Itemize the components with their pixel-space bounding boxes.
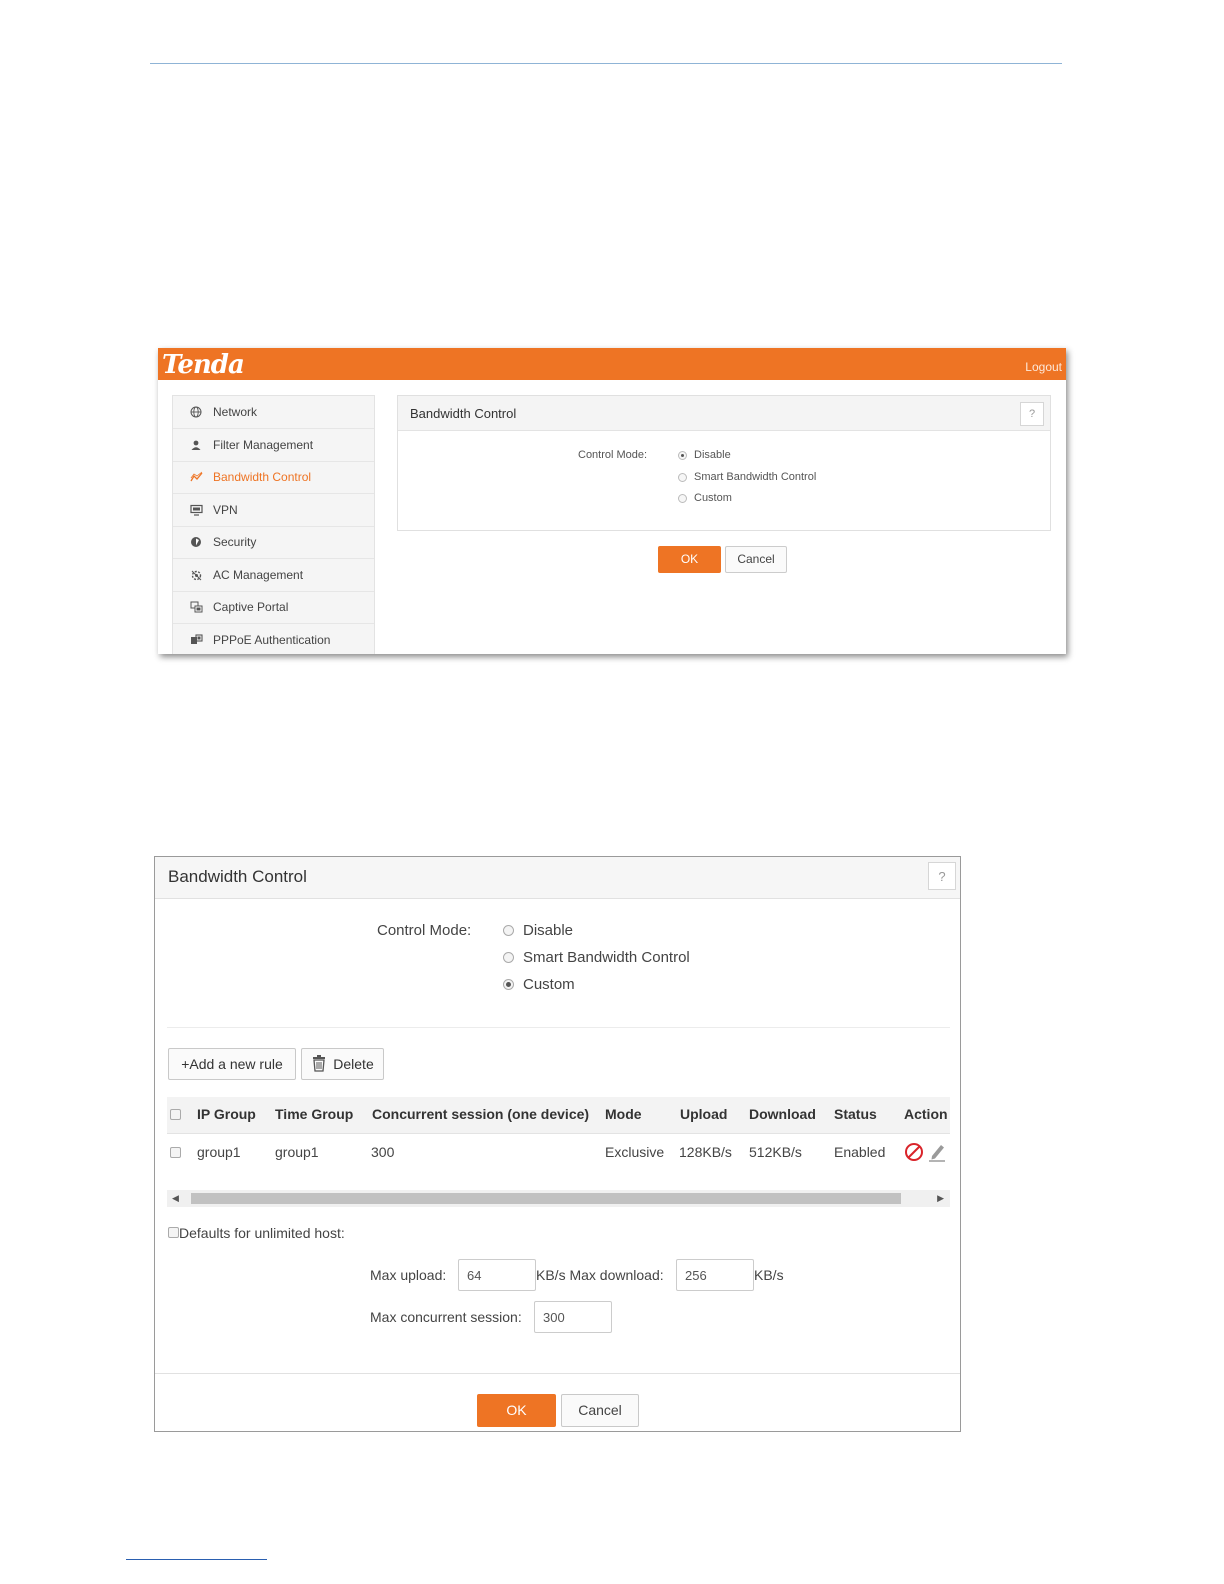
header-rule <box>150 63 1062 64</box>
panel-title: Bandwidth Control <box>410 406 517 421</box>
radio-label: Disable <box>694 449 731 461</box>
table-header <box>167 1097 950 1134</box>
globe-icon <box>189 405 203 419</box>
sidebar-item-bandwidth-control[interactable] <box>173 461 374 494</box>
control-mode-label: Control Mode: <box>578 449 648 461</box>
sidebar-item-label: Filter Management <box>213 438 314 452</box>
row-checkbox[interactable] <box>170 1147 181 1158</box>
sidebar-item-ac-management[interactable] <box>173 559 374 592</box>
help-button[interactable]: ? <box>928 862 956 890</box>
wifi-gear-icon <box>189 568 203 582</box>
cancel-button[interactable]: Cancel <box>725 546 787 573</box>
scroll-right-icon[interactable]: ▶ <box>937 1193 944 1203</box>
radio-unchecked-icon <box>503 925 514 936</box>
unit-label: KB/s <box>754 1267 784 1283</box>
sidebar-item-label: AC Management <box>213 568 304 582</box>
bandwidth-icon <box>189 470 203 484</box>
monitor-icon <box>189 503 203 517</box>
radio-custom[interactable] <box>678 492 732 504</box>
help-button[interactable]: ? <box>1020 402 1044 426</box>
max-session-label: Max concurrent session: <box>370 1309 522 1325</box>
column-header: IP Group <box>197 1106 256 1122</box>
delete-button[interactable] <box>301 1048 384 1080</box>
cell-status: Enabled <box>834 1144 886 1160</box>
horizontal-scrollbar[interactable] <box>167 1190 950 1207</box>
portal-icon <box>189 600 203 614</box>
radio-label: Smart Bandwidth Control <box>523 949 690 966</box>
cancel-button[interactable]: Cancel <box>561 1394 639 1427</box>
ok-button[interactable]: OK <box>477 1394 556 1427</box>
scroll-left-icon[interactable]: ◀ <box>172 1193 179 1203</box>
radio-checked-icon <box>678 451 687 460</box>
sidebar-item-network[interactable] <box>173 396 374 429</box>
max-upload-input[interactable]: 64 <box>458 1259 536 1291</box>
cell-download: 512KB/s <box>749 1144 802 1160</box>
radio-smart-bandwidth[interactable] <box>678 471 816 483</box>
shield-icon <box>189 535 203 549</box>
sidebar <box>172 395 375 654</box>
max-upload-label: Max upload: <box>370 1267 447 1283</box>
sidebar-item-label: Captive Portal <box>213 600 289 614</box>
column-header: Concurrent session (one device) <box>372 1106 590 1122</box>
radio-label: Disable <box>523 922 574 939</box>
column-header: Mode <box>605 1106 642 1122</box>
cell-ip-group: group1 <box>197 1144 241 1160</box>
trash-icon <box>311 1054 327 1075</box>
column-header: Action <box>904 1106 948 1122</box>
sidebar-item-label: Network <box>213 405 258 419</box>
defaults-checkbox[interactable] <box>168 1227 179 1238</box>
sidebar-item-label: PPPoE Authentication <box>213 633 331 647</box>
cell-time-group: group1 <box>275 1144 319 1160</box>
radio-disable[interactable] <box>678 449 731 461</box>
column-header: Status <box>834 1106 877 1122</box>
tenda-logo: Tenda <box>162 350 244 380</box>
radio-label: Custom <box>694 492 732 504</box>
panel-header <box>155 857 960 899</box>
sidebar-item-security[interactable] <box>173 526 374 559</box>
disable-icon[interactable] <box>904 1142 924 1167</box>
user-filter-icon <box>189 438 203 452</box>
column-header: Time Group <box>275 1106 354 1122</box>
select-all-checkbox[interactable] <box>170 1109 181 1120</box>
sidebar-item-pppoe-authentication[interactable] <box>173 624 374 654</box>
footer-divider <box>155 1373 960 1374</box>
radio-label: Custom <box>523 976 575 993</box>
radio-smart-bandwidth[interactable] <box>503 949 690 966</box>
screenshot-basic-mode <box>158 348 1066 654</box>
radio-disable[interactable] <box>503 922 573 939</box>
column-header: Download <box>749 1106 816 1122</box>
delete-label: Delete <box>333 1056 374 1072</box>
screenshot-custom-mode <box>154 856 961 1432</box>
column-header: Upload <box>680 1106 728 1122</box>
ok-button[interactable]: OK <box>658 546 721 573</box>
radio-unchecked-icon <box>503 952 514 963</box>
max-download-input[interactable]: 256 <box>676 1259 754 1291</box>
max-session-input[interactable]: 300 <box>534 1301 612 1333</box>
divider <box>167 1027 950 1028</box>
radio-unchecked-icon <box>678 494 687 503</box>
control-mode-label: Control Mode: <box>377 922 472 939</box>
radio-unchecked-icon <box>678 473 687 482</box>
sidebar-item-label: Bandwidth Control <box>213 470 312 484</box>
add-rule-button[interactable]: +Add a new rule <box>168 1048 296 1080</box>
sidebar-item-filter-management[interactable] <box>173 429 374 462</box>
sidebar-item-label: Security <box>213 535 257 549</box>
footer-rule <box>126 1559 267 1560</box>
edit-icon[interactable] <box>928 1142 946 1167</box>
radio-checked-icon <box>503 979 514 990</box>
sidebar-item-vpn[interactable] <box>173 494 374 527</box>
max-download-label: KB/s Max download: <box>536 1267 664 1283</box>
cell-concurrent-session: 300 <box>371 1144 395 1160</box>
defaults-label: Defaults for unlimited host: <box>179 1225 345 1241</box>
top-bar <box>158 348 1066 380</box>
network-auth-icon <box>189 633 203 647</box>
panel-header <box>398 396 1050 431</box>
sidebar-item-captive-portal[interactable] <box>173 591 374 624</box>
logout-link[interactable]: Logout <box>1025 360 1062 374</box>
radio-label: Smart Bandwidth Control <box>694 471 817 483</box>
bandwidth-control-panel <box>397 395 1051 531</box>
radio-custom[interactable] <box>503 976 575 993</box>
scrollbar-thumb[interactable] <box>191 1193 901 1204</box>
panel-title: Bandwidth Control <box>168 867 307 886</box>
sidebar-item-label: VPN <box>213 503 238 517</box>
cell-upload: 128KB/s <box>679 1144 732 1160</box>
cell-mode: Exclusive <box>605 1144 665 1160</box>
